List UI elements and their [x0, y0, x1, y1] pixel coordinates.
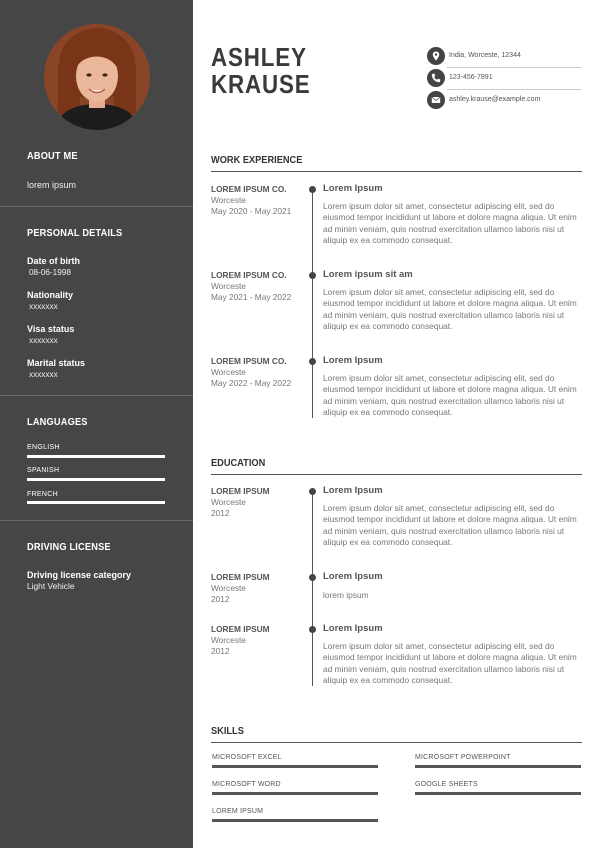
skill-level-bar — [415, 765, 581, 768]
school-location: Worceste — [211, 583, 246, 593]
company-name: LOREM IPSUM CO. — [211, 270, 287, 280]
work-heading: WORK EXPERIENCE — [211, 154, 303, 166]
divider — [0, 520, 193, 521]
skills-heading: SKILLS — [211, 725, 244, 737]
first-name: ASHLEY — [211, 42, 307, 72]
address-text: India, Worceste, 12344 — [449, 52, 521, 59]
nationality-value: xxxxxxx — [29, 302, 58, 311]
education-dates: 2012 — [211, 594, 230, 604]
job-title: Lorem Ipsum — [323, 355, 383, 366]
personal-heading: PERSONAL DETAILS — [27, 227, 123, 239]
skill-label: GOOGLE SHEETS — [415, 781, 478, 788]
about-text: lorem ipsum — [27, 180, 77, 190]
person-name — [211, 44, 311, 98]
degree-description: Lorem ipsum dolor sit amet, consectetur adipiscing elit, sed do eiusmod tempor incididunt ut labore et dolore magna aliqua. Ut enim ad minim veniam, quis nostrud exercitation ullamco laboris nisi ut aliquip ex ea commodo consequat. — [323, 503, 577, 547]
driving-value: Light Vehicle — [27, 581, 75, 591]
company-location: Worceste — [211, 195, 246, 205]
job-description: Lorem ipsum dolor sit amet, consectetur adipiscing elit, sed do eiusmod tempor incididunt ut labore et dolore magna aliqua. Ut enim ad minim veniam, quis nostrud exercitation ullamco laboris nisi ut aliquip ex ea commodo consequat. — [323, 287, 577, 331]
school-location: Worceste — [211, 497, 246, 507]
marital-value: xxxxxxx — [29, 370, 58, 379]
work-dates: May 2020 - May 2021 — [211, 206, 292, 216]
contact-phone — [427, 68, 581, 88]
timeline-dot — [309, 272, 316, 279]
company-name: LOREM IPSUM CO. — [211, 184, 287, 194]
section-divider — [211, 474, 582, 475]
job-title: Lorem ipsum sit am — [323, 269, 413, 280]
timeline-dot — [309, 626, 316, 633]
dob-label: Date of birth — [27, 256, 80, 266]
divider — [0, 395, 193, 396]
contact-email — [427, 90, 581, 110]
company-location: Worceste — [211, 281, 246, 291]
education-timeline — [312, 490, 313, 686]
language-label: ENGLISH — [27, 444, 60, 451]
education-heading: EDUCATION — [211, 457, 266, 469]
languages-heading: LANGUAGES — [27, 416, 88, 428]
sidebar — [0, 0, 193, 848]
education-dates: 2012 — [211, 508, 230, 518]
about-heading: ABOUT ME — [27, 150, 78, 162]
driving-label: Driving license category — [27, 570, 132, 580]
email-text: ashley.krause@example.com — [449, 96, 541, 103]
school-location: Worceste — [211, 635, 246, 645]
language-level-bar — [27, 455, 165, 458]
skill-level-bar — [212, 819, 378, 822]
section-divider — [211, 742, 582, 743]
work-timeline — [312, 188, 313, 418]
company-name: LOREM IPSUM CO. — [211, 356, 287, 366]
map-pin-icon — [427, 47, 445, 65]
dob-value: 08-06-1998 — [29, 268, 71, 277]
language-level-bar — [27, 501, 165, 504]
skill-label: MICROSOFT EXCEL — [212, 754, 282, 761]
degree-title: Lorem Ipsum — [323, 485, 383, 496]
visa-label: Visa status — [27, 324, 75, 334]
timeline-dot — [309, 574, 316, 581]
school-name: LOREM IPSUM — [211, 624, 270, 634]
profile-photo — [44, 24, 150, 130]
education-dates: 2012 — [211, 646, 230, 656]
degree-title: Lorem Ipsum — [323, 623, 383, 634]
skill-label: MICROSOFT WORD — [212, 781, 281, 788]
language-label: SPANISH — [27, 467, 60, 474]
skill-level-bar — [415, 792, 581, 795]
divider — [0, 206, 193, 207]
degree-title: Lorem Ipsum — [323, 571, 383, 582]
phone-icon — [427, 69, 445, 87]
school-name: LOREM IPSUM — [211, 486, 270, 496]
work-dates: May 2021 - May 2022 — [211, 292, 292, 302]
language-label: FRENCH — [27, 491, 58, 498]
skill-label: MICROSOFT POWERPOINT — [415, 754, 511, 761]
marital-label: Marital status — [27, 358, 86, 368]
job-title: Lorem Ipsum — [323, 183, 383, 194]
last-name: KRAUSE — [211, 69, 311, 99]
visa-value: xxxxxxx — [29, 336, 58, 345]
degree-description: Lorem ipsum dolor sit amet, consectetur adipiscing elit, sed do eiusmod tempor incididunt ut labore et dolore magna aliqua. Ut enim ad minim veniam, quis nostrud exercitation ullamco laboris nisi ut aliquip ex ea commodo consequat. — [323, 641, 577, 685]
work-dates: May 2022 - May 2022 — [211, 378, 292, 388]
timeline-dot — [309, 186, 316, 193]
contact-address — [427, 46, 581, 66]
school-name: LOREM IPSUM — [211, 572, 270, 582]
nationality-label: Nationality — [27, 290, 74, 300]
section-divider — [211, 171, 582, 172]
driving-heading: DRIVING LICENSE — [27, 541, 111, 553]
skill-label: LOREM IPSUM — [212, 808, 264, 815]
skill-level-bar — [212, 792, 378, 795]
degree-description: lorem ipsum — [323, 590, 369, 600]
timeline-dot — [309, 488, 316, 495]
job-description: Lorem ipsum dolor sit amet, consectetur adipiscing elit, sed do eiusmod tempor incididunt ut labore et dolore magna aliqua. Ut enim ad minim veniam, quis nostrud exercitation ullamco laboris nisi ut aliquip ex ea commodo consequat. — [323, 201, 577, 245]
timeline-dot — [309, 358, 316, 365]
envelope-icon — [427, 91, 445, 109]
language-level-bar — [27, 478, 165, 481]
phone-text: 123-456-7891 — [449, 74, 493, 81]
company-location: Worceste — [211, 367, 246, 377]
job-description: Lorem ipsum dolor sit amet, consectetur adipiscing elit, sed do eiusmod tempor incididunt ut labore et dolore magna aliqua. Ut enim ad minim veniam, quis nostrud exercitation ullamco laboris nisi ut aliquip ex ea commodo consequat. — [323, 373, 577, 417]
skill-level-bar — [212, 765, 378, 768]
